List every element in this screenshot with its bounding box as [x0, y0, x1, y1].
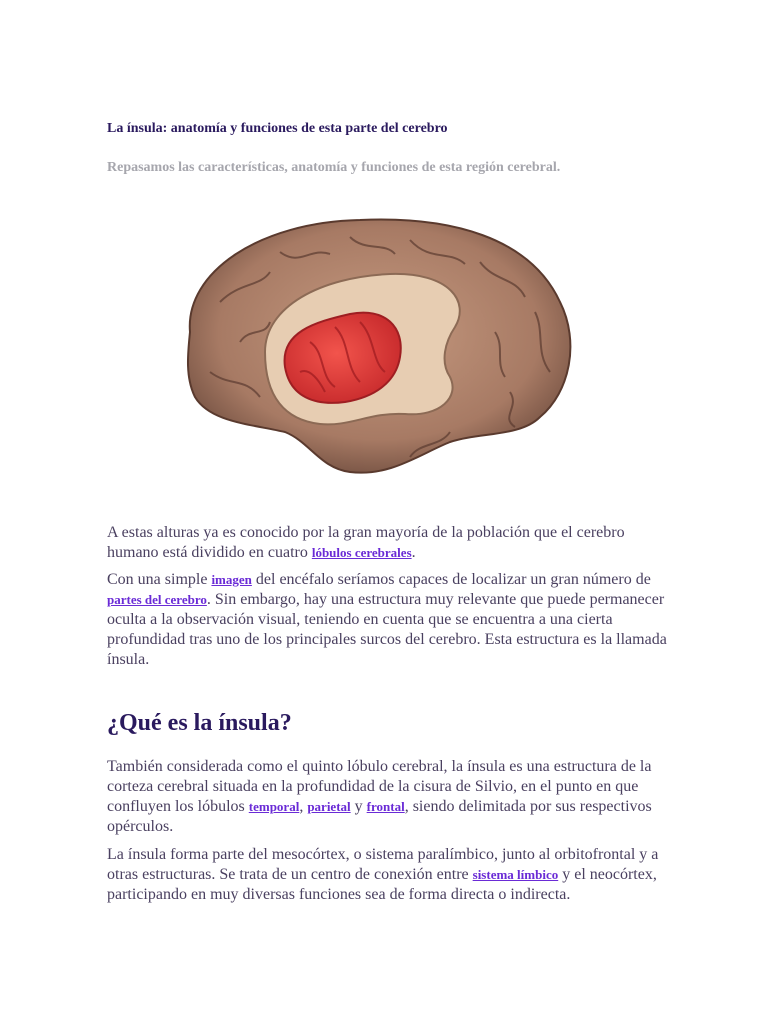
- paragraph-intro: [107, 523, 667, 563]
- paragraph-text: También considerada como el quinto lóbulo cerebral, la ínsula es una estructura de la corteza cerebral situada en la profundidad de la cisura de Silvio, en el punto en que confluyen los lóbulos: [107, 758, 652, 815]
- paragraph-text: , siendo delimitada por sus respectivos opérculos.: [107, 798, 652, 835]
- paragraph-imagen: [107, 570, 667, 670]
- paragraph-text: A estas alturas ya es conocido por la gran mayoría de la población que el cerebro humano está dividido en cuatro: [107, 524, 625, 561]
- paragraph-definition: [107, 757, 667, 837]
- paragraph-text: ,: [299, 798, 308, 815]
- link-frontal[interactable]: frontal: [366, 799, 405, 814]
- link-partes-del-cerebro[interactable]: partes del cerebro: [107, 592, 207, 607]
- paragraph-mesocortex: [107, 845, 667, 905]
- link-imagen[interactable]: imagen: [211, 572, 252, 587]
- paragraph-text: .: [411, 544, 416, 561]
- paragraph-text: Con una simple: [107, 571, 212, 588]
- link-lobulos-cerebrales[interactable]: lóbulos cerebrales: [311, 545, 412, 560]
- article-subtitle: Repasamos las características, anatomía y funciones de esta región cerebral.: [107, 160, 561, 175]
- paragraph-text: del encéfalo seríamos capaces de localizar un gran número de: [251, 571, 651, 588]
- article-title: La ínsula: anatomía y funciones de esta parte del cerebro: [107, 121, 448, 136]
- paragraph-text: . Sin embargo, hay una estructura muy relevante que puede permanecer oculta a la observación visual, teniendo en cuenta que se encuentra a una cierta profundidad tras uno de los principales surcos del cerebro. Esta estructura es la llamada ínsula.: [107, 591, 667, 668]
- paragraph-text: y el neocórtex, participando en muy diversas funciones sea de forma directa o indirecta.: [107, 866, 657, 903]
- brain-insula-illustration: [150, 192, 620, 502]
- paragraph-text: La ínsula forma parte del mesocórtex, o sistema paralímbico, junto al orbitofrontal y a otras estructuras. Se trata de un centro de conexión entre: [107, 846, 659, 883]
- section-heading: ¿Qué es la ínsula?: [107, 710, 292, 736]
- link-temporal[interactable]: temporal: [248, 799, 300, 814]
- link-parietal[interactable]: parietal: [307, 799, 351, 814]
- paragraph-text: y: [350, 798, 367, 815]
- link-sistema-limbico[interactable]: sistema límbico: [472, 867, 559, 882]
